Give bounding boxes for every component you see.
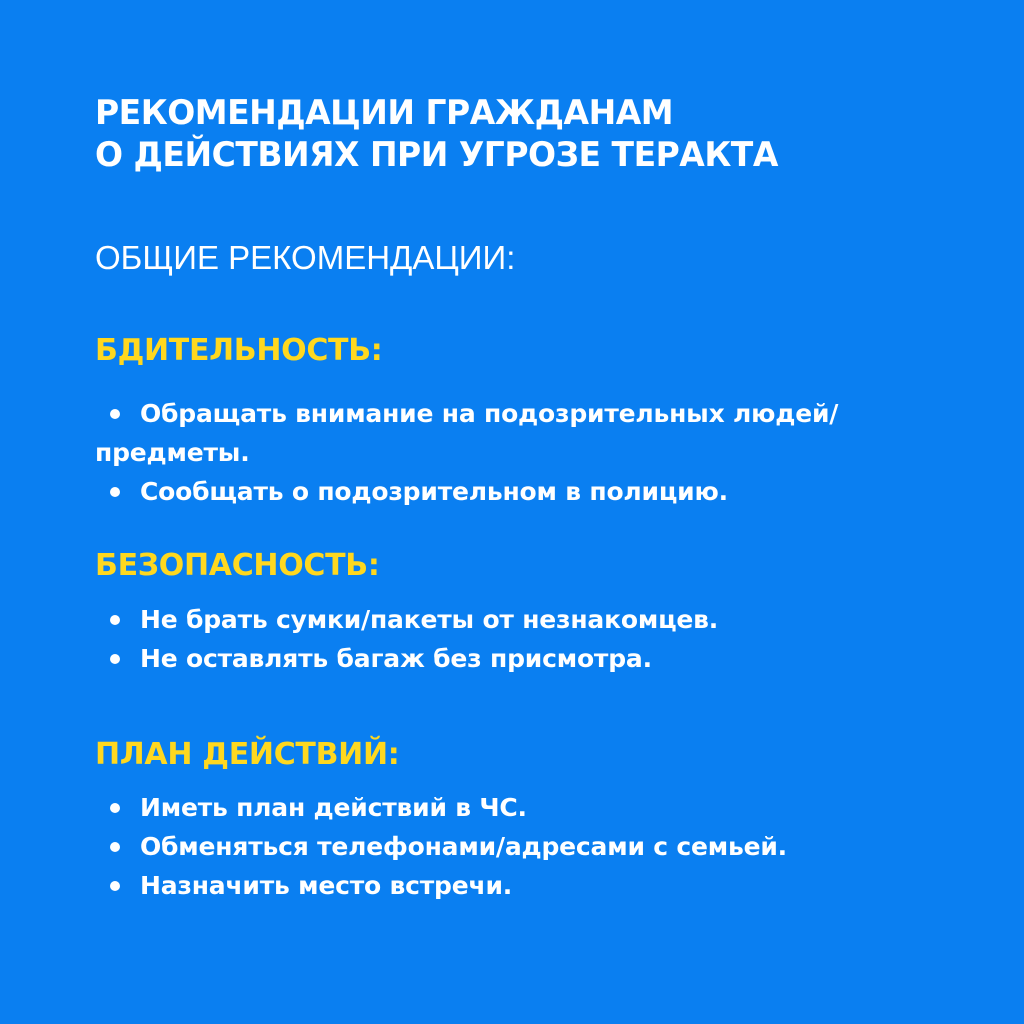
list-item-text: Обменяться телефонами/адресами с семьей. (140, 832, 787, 861)
list-item (95, 639, 975, 678)
bullet-icon (110, 487, 120, 497)
list-item (95, 866, 975, 905)
section-heading-action-plan: ПЛАН ДЕЙСТВИЙ: (95, 737, 400, 772)
bullet-icon (110, 654, 120, 664)
list-item-text: Иметь план действий в ЧС. (140, 793, 527, 822)
list-item (95, 600, 975, 639)
list-item-text: Назначить место встречи. (140, 871, 513, 900)
list-item-text: Сообщать о подозрительном в полицию. (140, 477, 728, 506)
title-line-1: РЕКОМЕНДАЦИИ ГРАЖДАНАМ (95, 93, 674, 133)
list-item (95, 394, 975, 472)
title-line-2: О ДЕЙСТВИЯХ ПРИ УГРОЗЕ ТЕРАКТА (95, 135, 778, 175)
section-heading-vigilance: БДИТЕЛЬНОСТЬ: (95, 333, 383, 368)
general-recommendations-subtitle: ОБЩИЕ РЕКОМЕНДАЦИИ: (95, 239, 516, 276)
bullet-icon (110, 803, 120, 813)
page-title (95, 92, 778, 176)
list-item-text: Не оставлять багаж без присмотра. (140, 644, 652, 673)
bullet-icon (110, 615, 120, 625)
list-item (95, 827, 975, 866)
list-item-text: Обращать внимание на подозрительных людей/предметы. (95, 399, 839, 467)
section-heading-safety: БЕЗОПАСНОСТЬ: (95, 548, 380, 583)
list-item-text: Не брать сумки/пакеты от незнакомцев. (140, 605, 719, 634)
action-plan-list (95, 788, 975, 905)
vigilance-list (95, 394, 975, 511)
bullet-icon (110, 409, 120, 419)
safety-list (95, 600, 975, 678)
list-item (95, 472, 975, 511)
bullet-icon (110, 842, 120, 852)
bullet-icon (110, 881, 120, 891)
list-item (95, 788, 975, 827)
